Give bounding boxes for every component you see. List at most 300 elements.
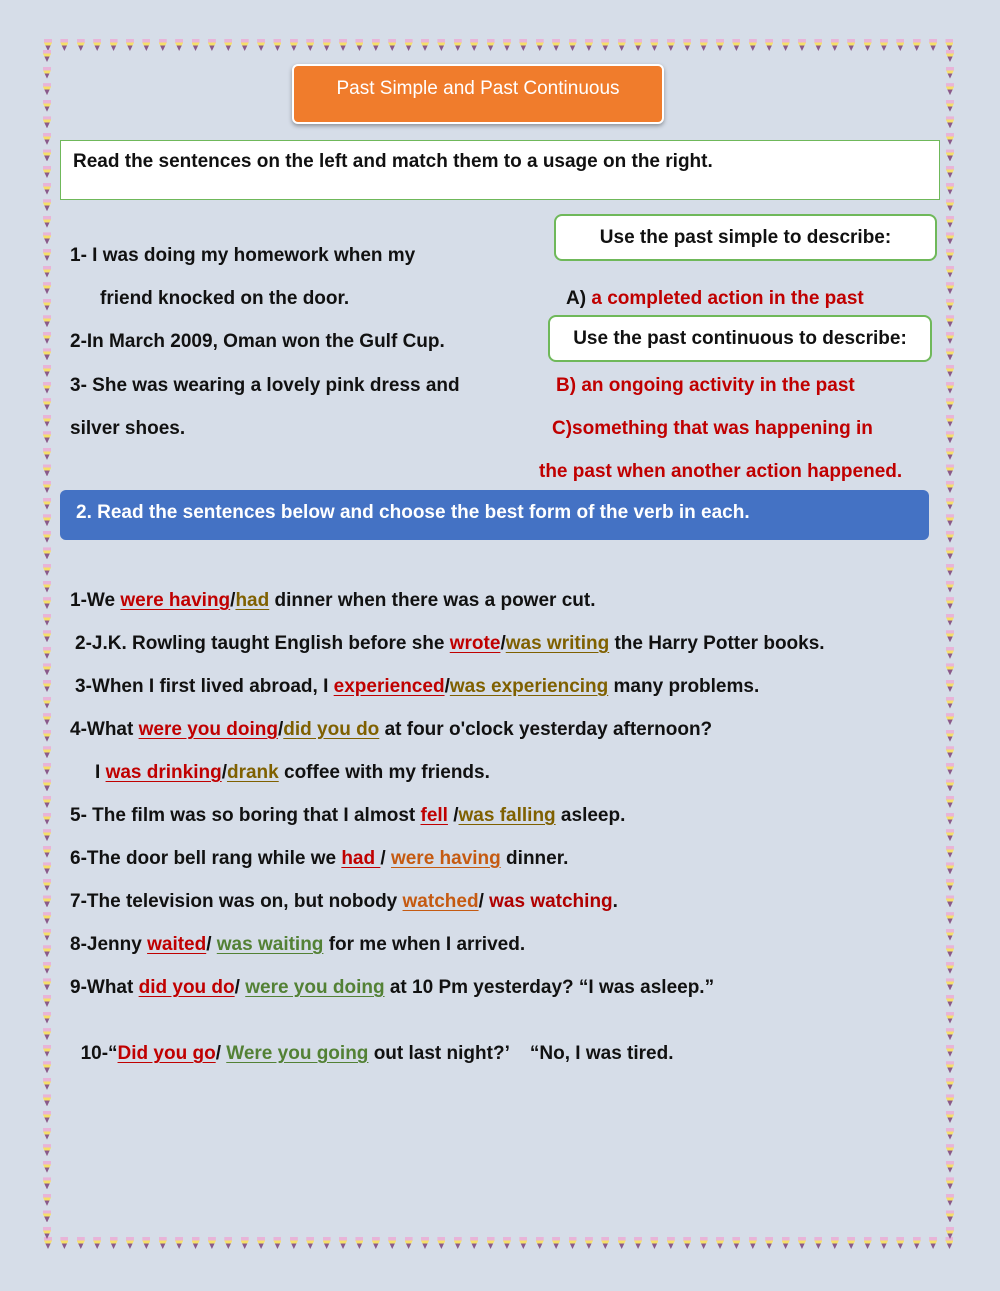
cone-icon [159,1237,167,1249]
cone-icon [60,1237,68,1249]
cone-icon [569,1237,577,1249]
cone-icon [43,1078,51,1090]
cone-icon [43,83,51,95]
cone-icon [142,39,150,51]
list-item [70,977,714,999]
cone-icon [43,796,51,808]
option-1[interactable]: was drinking [105,762,222,783]
separator: / [215,1043,227,1064]
cone-icon [946,382,954,394]
item-text: coffee with my friends. [278,762,490,783]
cone-icon [43,431,51,443]
separator: / [221,762,227,783]
cone-icon [43,862,51,874]
list-item [70,1021,674,1065]
cone-icon [224,39,232,51]
cone-icon [650,1237,658,1249]
cone-icon [421,39,429,51]
cone-icon [634,1237,642,1249]
cone-icon [946,895,954,907]
cone-icon [716,1237,724,1249]
cone-icon [946,67,954,79]
cone-icon [43,663,51,675]
list-item [70,934,525,956]
item-text: 7-The television was on, but nobody [70,891,403,912]
cone-icon [946,879,954,891]
cone-icon [60,39,68,51]
option-2[interactable]: drank [226,762,279,783]
cone-icon [257,39,265,51]
cone-icon [946,647,954,659]
cone-icon [913,39,921,51]
cone-icon [43,232,51,244]
page-title: Past Simple and Past Continuous [292,64,664,124]
cone-icon [503,1237,511,1249]
cone-icon [372,39,380,51]
cone-icon [946,1028,954,1040]
cone-icon [487,1237,495,1249]
cone-icon [43,448,51,460]
sentence-3b: silver shoes. [70,418,186,439]
cone-icon [683,39,691,51]
item-text: 4-What [70,719,139,740]
cone-icon [43,730,51,742]
section2-instruction: 2. Read the sentences below and choose the best form of the verb in each. [60,490,929,540]
cone-icon [43,216,51,228]
cone-icon [43,929,51,941]
past-continuous-header: Use the past continuous to describe: [548,315,932,362]
cone-icon [43,133,51,145]
cone-icon [782,39,790,51]
cone-icon [126,39,134,51]
cone-icon [946,232,954,244]
cone-icon [43,978,51,990]
item-text: at four o'clock yesterday afternoon? [379,719,713,740]
cone-icon [864,1237,872,1249]
cone-icon [43,614,51,626]
cone-icon [43,1194,51,1206]
cone-icon [93,1237,101,1249]
cone-icon [946,133,954,145]
cone-icon [946,299,954,311]
cone-icon [43,249,51,261]
border-left [40,50,54,1240]
separator: / [380,848,391,869]
border-bottom [44,1236,954,1250]
option-1[interactable]: fell [420,805,448,826]
cone-icon [946,713,954,725]
cone-icon [454,39,462,51]
cone-icon [946,365,954,377]
cone-icon [323,1237,331,1249]
option-1[interactable]: wrote [449,633,501,654]
cone-icon [831,39,839,51]
cone-icon [43,1128,51,1140]
cone-icon [323,39,331,51]
list-item [70,719,712,741]
cone-icon [946,1210,954,1222]
cone-icon [946,846,954,858]
option-1[interactable]: were having [120,590,231,611]
list-item [75,633,825,655]
sentence-2: 2-In March 2009, Oman won the Gulf Cup. [70,331,445,352]
cone-icon [421,1237,429,1249]
item-text: dinner when there was a power cut. [269,590,596,611]
cone-icon [946,564,954,576]
cone-icon [43,282,51,294]
cone-icon [946,663,954,675]
cone-icon [946,348,954,360]
usage-c-line1: C)something that was happening in [552,418,873,439]
cone-icon [43,1210,51,1222]
item-text: I [95,762,106,783]
cone-icon [487,39,495,51]
option-2[interactable]: was falling [458,805,556,826]
cone-icon [946,50,954,62]
cone-icon [43,464,51,476]
cone-icon [43,1012,51,1024]
option-1[interactable]: were you doing [138,719,278,740]
cone-icon [601,39,609,51]
cone-icon [946,149,954,161]
cone-icon [683,1237,691,1249]
option-2[interactable]: was writing [505,633,610,654]
cone-icon [454,1237,462,1249]
cone-icon [43,879,51,891]
cone-icon [43,1094,51,1106]
cone-icon [241,39,249,51]
cone-icon [43,813,51,825]
list-item [70,891,618,913]
cone-icon [946,481,954,493]
cone-icon [929,39,937,51]
separator: / [444,676,450,697]
cone-icon [43,680,51,692]
cone-icon [667,39,675,51]
cone-icon [946,448,954,460]
cone-icon [43,266,51,278]
cone-icon [946,216,954,228]
item-text: for me when I arrived. [323,934,526,955]
cone-icon [43,647,51,659]
past-simple-header: Use the past simple to describe: [554,214,937,261]
cone-icon [43,1111,51,1123]
cone-icon [339,1237,347,1249]
cone-icon [405,1237,413,1249]
cone-icon [43,332,51,344]
item-text: at 10 Pm yesterday? “I was asleep.” [384,977,715,998]
cone-icon [618,1237,626,1249]
cone-icon [503,39,511,51]
cone-icon [43,1045,51,1057]
cone-icon [43,398,51,410]
sentence-3a: 3- She was wearing a lovely pink dress and [70,375,460,396]
cone-icon [946,614,954,626]
item-text: out last night?’ “No, I was tired. [368,1043,674,1064]
item-text: 8-Jenny [70,934,148,955]
usage-a [566,288,864,310]
cone-icon [43,116,51,128]
cone-icon [43,697,51,709]
cone-icon [946,1161,954,1173]
cone-icon [43,415,51,427]
cone-icon [43,199,51,211]
cone-icon [43,547,51,559]
cone-icon [208,1237,216,1249]
cone-icon [43,630,51,642]
section1-instruction: Read the sentences on the left and match them to a usage on the right. [60,140,940,200]
cone-icon [732,39,740,51]
item-text: the Harry Potter books. [609,633,825,654]
border-right [943,50,957,1240]
cone-icon [43,1227,51,1239]
cone-icon [864,39,872,51]
cone-icon [946,1012,954,1024]
cone-icon [43,299,51,311]
cone-icon [847,1237,855,1249]
cone-icon [946,597,954,609]
cone-icon [519,39,527,51]
cone-icon [946,581,954,593]
cone-icon [43,1028,51,1040]
border-top [44,38,954,52]
cone-icon [241,1237,249,1249]
item-text: 10-“ [80,1043,118,1064]
cone-icon [946,199,954,211]
cone-icon [372,1237,380,1249]
cone-icon [306,1237,314,1249]
cone-icon [946,962,954,974]
cone-icon [732,1237,740,1249]
cone-icon [290,1237,298,1249]
cone-icon [946,282,954,294]
cone-icon [847,39,855,51]
cone-icon [192,39,200,51]
cone-icon [110,1237,118,1249]
cone-icon [601,1237,609,1249]
cone-icon [43,581,51,593]
option-2[interactable]: was experiencing [449,676,609,697]
cone-icon [946,415,954,427]
cone-icon [946,945,954,957]
cone-icon [43,945,51,957]
item-text: dinner. [500,848,569,869]
usage-a-prefix: A) [566,288,587,309]
cone-icon [355,39,363,51]
usage-b: B) an ongoing activity in the past [556,375,855,396]
cone-icon [273,1237,281,1249]
cone-icon [700,39,708,51]
separator: / [234,977,246,998]
cone-icon [43,746,51,758]
cone-icon [43,100,51,112]
cone-icon [946,796,954,808]
cone-icon [43,995,51,1007]
option-1[interactable]: Did you go [117,1043,216,1064]
cone-icon [43,149,51,161]
cone-icon [536,1237,544,1249]
cone-icon [110,39,118,51]
option-2[interactable]: Were you going [226,1043,369,1064]
cone-icon [355,1237,363,1249]
cone-icon [618,39,626,51]
option-1[interactable]: experienced [333,676,445,697]
cone-icon [93,39,101,51]
cone-icon [946,680,954,692]
cone-icon [765,39,773,51]
cone-icon [43,1177,51,1189]
cone-icon [946,763,954,775]
cone-icon [224,1237,232,1249]
item-text: 1-We [70,590,121,611]
cone-icon [831,1237,839,1249]
cone-icon [946,746,954,758]
cone-icon [159,39,167,51]
cone-icon [43,1144,51,1156]
cone-icon [569,39,577,51]
option-1[interactable]: did you do [138,977,235,998]
cone-icon [880,1237,888,1249]
sentence-1a: 1- I was doing my homework when my [70,245,416,266]
cone-icon [946,929,954,941]
cone-icon [585,1237,593,1249]
cone-icon [77,39,85,51]
separator: / [206,934,217,955]
item-text: 5- The film was so boring that I almost [70,805,421,826]
item-text: many problems. [608,676,760,697]
cone-icon [946,862,954,874]
list-item [70,590,595,612]
cone-icon [470,39,478,51]
cone-icon [946,398,954,410]
cone-icon [175,39,183,51]
option-2[interactable]: were having [390,848,501,869]
cone-icon [765,1237,773,1249]
cone-icon [946,697,954,709]
cone-icon [552,1237,560,1249]
option-2[interactable]: had [235,590,270,611]
cone-icon [946,498,954,510]
option-1[interactable]: had [341,848,381,869]
cone-icon [814,1237,822,1249]
cone-icon [946,1078,954,1090]
cone-icon [43,498,51,510]
cone-icon [946,249,954,261]
option-2[interactable]: were you doing [245,977,385,998]
cone-icon [946,1128,954,1140]
cone-icon [388,1237,396,1249]
cone-icon [946,266,954,278]
cone-icon [43,763,51,775]
cone-icon [43,1161,51,1173]
cone-icon [946,1227,954,1239]
cone-icon [273,39,281,51]
cone-icon [43,846,51,858]
cone-icon [946,514,954,526]
cone-icon [585,39,593,51]
cone-icon [43,829,51,841]
cone-icon [946,1061,954,1073]
item-text: 2-J.K. Rowling taught English before she [75,633,450,654]
cone-icon [437,1237,445,1249]
cone-icon [192,1237,200,1249]
cone-icon [946,995,954,1007]
cone-icon [929,1237,937,1249]
item-text: asleep. [555,805,626,826]
item-text: 9-What [70,977,139,998]
cone-icon [749,1237,757,1249]
cone-icon [814,39,822,51]
cone-icon [43,348,51,360]
cone-icon [470,1237,478,1249]
option-2[interactable]: did you do [283,719,380,740]
cone-icon [946,315,954,327]
cone-icon [946,1094,954,1106]
option-1[interactable]: watched [402,891,479,912]
cone-icon [946,1144,954,1156]
cone-icon [77,1237,85,1249]
cone-icon [43,713,51,725]
item-text: 3-When I first lived abroad, I [75,676,334,697]
option-2[interactable]: was watching [489,891,613,912]
cone-icon [43,315,51,327]
cone-icon [946,100,954,112]
option-1[interactable]: waited [147,934,207,955]
cone-icon [43,597,51,609]
separator: / [230,590,236,611]
cone-icon [388,39,396,51]
cone-icon [43,183,51,195]
cone-icon [290,39,298,51]
cone-icon [946,547,954,559]
cone-icon [405,39,413,51]
cone-icon [946,813,954,825]
cone-icon [126,1237,134,1249]
cone-icon [946,116,954,128]
cone-icon [716,39,724,51]
cone-icon [306,39,314,51]
cone-icon [43,912,51,924]
cone-icon [946,464,954,476]
list-item [95,762,490,784]
usage-c-line2: the past when another action happened. [539,461,903,482]
separator: / [447,805,459,826]
cone-icon [946,978,954,990]
cone-icon [946,630,954,642]
option-2[interactable]: was waiting [216,934,324,955]
cone-icon [43,166,51,178]
separator: / [277,719,284,740]
item-text: . [612,891,618,912]
cone-icon [339,39,347,51]
cone-icon [43,365,51,377]
cone-icon [946,332,954,344]
cone-icon [208,39,216,51]
list-item [70,805,625,827]
cone-icon [536,39,544,51]
cone-icon [43,895,51,907]
cone-icon [946,730,954,742]
cone-icon [946,166,954,178]
cone-icon [749,39,757,51]
cone-icon [43,481,51,493]
cone-icon [700,1237,708,1249]
cone-icon [946,431,954,443]
cone-icon [43,514,51,526]
separator: / [500,633,506,654]
cone-icon [650,39,658,51]
cone-icon [43,779,51,791]
